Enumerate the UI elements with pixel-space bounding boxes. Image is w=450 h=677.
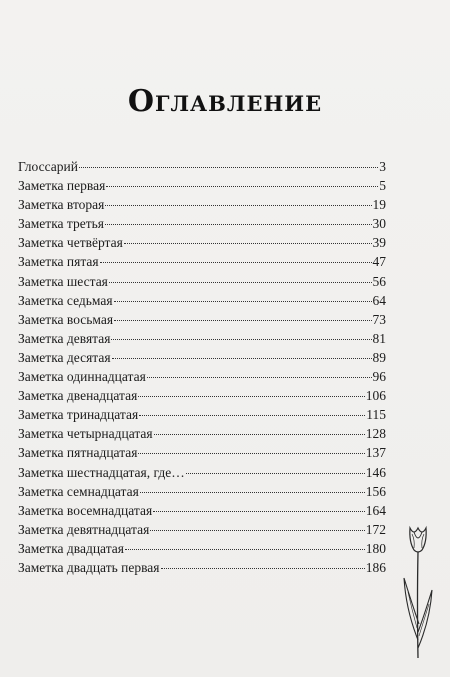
dot-leader [109, 282, 372, 283]
toc-entry-page-number: 186 [365, 559, 386, 575]
toc-entry-label: Заметка восьмая [18, 311, 114, 327]
toc-entry-page-number: 64 [372, 292, 386, 308]
toc-entry-label: Заметка четвёртая [18, 235, 123, 251]
toc-entry-page-number: 19 [372, 197, 386, 213]
toc-entry [18, 329, 386, 348]
toc-entry-label: Глоссарий [18, 159, 78, 174]
toc-entry [18, 310, 386, 329]
toc-entry-label: Заметка тринадцатая [18, 407, 139, 423]
dot-leader [161, 568, 365, 569]
dot-leader [105, 205, 371, 206]
toc-entry [18, 233, 386, 252]
toc-entry [18, 501, 386, 520]
toc-entry-page-number: 39 [372, 235, 386, 251]
toc-entry [18, 348, 386, 367]
toc-entry-page-number: 164 [365, 502, 386, 518]
toc-entry-page-number: 3 [379, 159, 386, 174]
toc-entry-page-number: 73 [372, 311, 386, 327]
dot-leader [150, 530, 364, 531]
dot-leader [111, 339, 371, 340]
toc-entry-label: Заметка шестнадцатая, где… [18, 464, 185, 480]
toc-entry-label: Заметка двадцатая [18, 540, 124, 556]
dot-leader [139, 415, 365, 416]
toc-entry-label: Заметка вторая [18, 197, 105, 213]
dot-leader [100, 262, 372, 263]
toc-entry-label: Заметка девятнадцатая [18, 521, 150, 537]
toc-entry-label: Заметка пятая [18, 254, 99, 270]
toc-entry-page-number: 180 [365, 540, 386, 556]
dot-leader [114, 301, 372, 302]
toc-entry [18, 291, 386, 310]
toc-entry-page-number: 128 [365, 426, 386, 442]
toc-entry-page-number: 156 [365, 483, 386, 499]
toc-entry-label: Заметка четырнадцатая [18, 426, 153, 442]
toc-entry-label: Заметка третья [18, 216, 104, 232]
toc-entry-page-number: 89 [372, 349, 386, 365]
toc-entry-page-number: 115 [366, 407, 386, 423]
toc-entry-label: Заметка пятнадцатая [18, 445, 138, 461]
toc-entry-page-number: 172 [365, 521, 386, 537]
dot-leader [138, 396, 364, 397]
toc-entry-label: Заметка девятая [18, 330, 111, 346]
toc-entry [18, 252, 386, 271]
toc-entry [18, 443, 386, 462]
toc-entry [18, 405, 386, 424]
toc-entry [18, 214, 386, 233]
toc-entry-label: Заметка семнадцатая [18, 483, 139, 499]
dot-leader [154, 434, 365, 435]
dot-leader [147, 377, 372, 378]
tulip-icon [400, 520, 436, 660]
toc-entry-page-number: 137 [365, 445, 386, 461]
toc-entry-page-number: 47 [372, 254, 386, 270]
toc-entry-page-number: 56 [372, 273, 386, 289]
toc-entry-page-number: 81 [372, 330, 386, 346]
toc-entry-page-number: 146 [365, 464, 386, 480]
toc-entry-page-number: 96 [372, 369, 386, 385]
toc-entry-label: Заметка двенадцатая [18, 388, 138, 404]
toc-entry [18, 367, 386, 386]
dot-leader [125, 549, 365, 550]
toc-entry-label: Заметка десятая [18, 349, 111, 365]
toc-entry-label: Заметка восемнадцатая [18, 502, 153, 518]
dot-leader [186, 473, 365, 474]
toc-entry-label: Заметка первая [18, 178, 106, 194]
dot-leader [124, 243, 372, 244]
table-of-contents [18, 157, 386, 577]
toc-entry-label: Заметка двадцать первая [18, 559, 160, 575]
dot-leader [138, 453, 364, 454]
toc-entry [18, 482, 386, 501]
dot-leader [106, 186, 378, 187]
toc-entry [18, 463, 386, 482]
toc-entry-page-number: 30 [372, 216, 386, 232]
toc-entry [18, 558, 386, 577]
dot-leader [140, 492, 365, 493]
page-title: Оглавление [127, 84, 323, 119]
dot-leader [79, 167, 378, 168]
toc-entry [18, 386, 386, 405]
toc-entry [18, 539, 386, 558]
dot-leader [153, 511, 365, 512]
toc-entry [18, 176, 386, 195]
toc-entry-label: Заметка одиннадцатая [18, 369, 146, 385]
dot-leader [114, 320, 371, 321]
toc-entry [18, 424, 386, 443]
dot-leader [105, 224, 372, 225]
toc-entry-label: Заметка седьмая [18, 292, 113, 308]
toc-entry-page-number: 106 [365, 388, 386, 404]
toc-entry [18, 157, 386, 176]
toc-entry [18, 195, 386, 214]
toc-entry-label: Заметка шестая [18, 273, 108, 289]
toc-entry [18, 520, 386, 539]
toc-entry-page-number: 5 [379, 178, 386, 194]
dot-leader [112, 358, 372, 359]
toc-entry [18, 272, 386, 291]
